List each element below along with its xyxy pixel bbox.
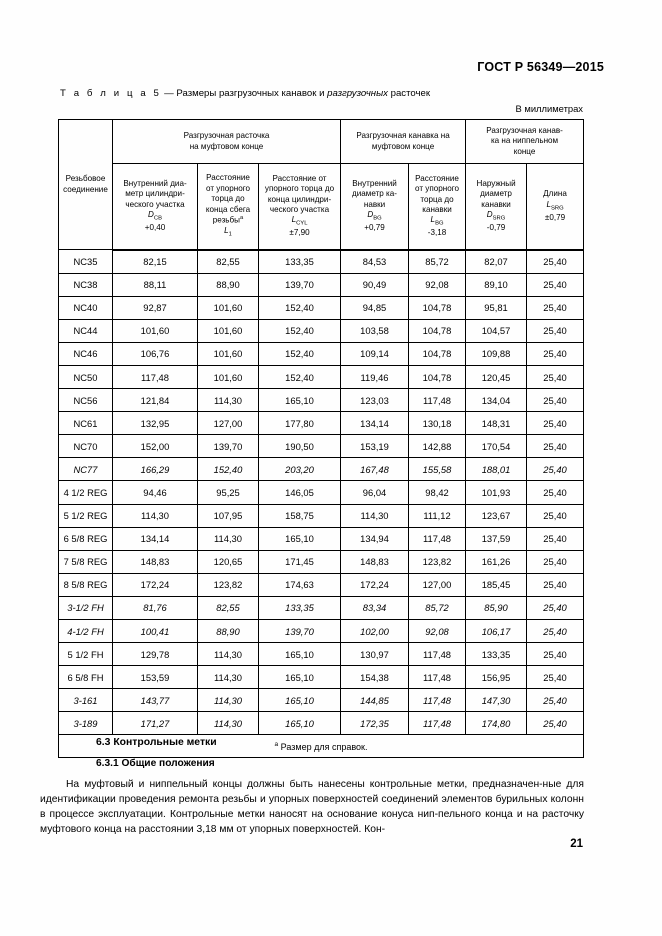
cell-value: 177,80 [259, 412, 341, 435]
cell-value: 165,10 [259, 389, 341, 412]
cell-value: 154,38 [341, 666, 409, 689]
header-col-groove-outer-diameter-l1: Наружный [476, 179, 516, 188]
header-group-groove-nipple-line1: Разгрузочная канав- [486, 125, 563, 135]
cell-thread-connection: NC40 [59, 296, 113, 319]
cell-value: 92,08 [409, 273, 466, 296]
cell-value: 25,40 [527, 273, 584, 296]
header-col-distance-to-groove-tolerance: -3,18 [427, 228, 447, 238]
cell-thread-connection: NC38 [59, 273, 113, 296]
cell-value: 101,60 [198, 319, 259, 342]
header-col-groove-outer-diameter [466, 164, 527, 250]
cell-value: 25,40 [527, 712, 584, 735]
cell-value: 102,00 [341, 620, 409, 643]
cell-value: 165,10 [259, 527, 341, 550]
header-col-distance-to-groove [409, 164, 466, 250]
cell-value: 152,40 [259, 319, 341, 342]
table-caption-label: Т а б л и ц а 5 [60, 88, 162, 99]
footnote-marker-icon: a [274, 740, 279, 748]
cell-value: 171,27 [113, 712, 198, 735]
cell-value: 25,40 [527, 435, 584, 458]
table-row [59, 712, 584, 735]
header-col-groove-inner-diameter [341, 164, 409, 250]
cell-value: 25,40 [527, 620, 584, 643]
header-col-groove-length-tolerance: ±0,79 [544, 212, 566, 222]
cell-value: 25,40 [527, 458, 584, 481]
cell-value: 25,40 [527, 504, 584, 527]
table-body [59, 250, 584, 735]
cell-value: 25,40 [527, 550, 584, 573]
cell-thread-connection: 6 5/8 REG [59, 527, 113, 550]
cell-value: 139,70 [198, 435, 259, 458]
cell-value: 203,20 [259, 458, 341, 481]
cell-value: 155,58 [409, 458, 466, 481]
header-col-groove-inner-diameter-tolerance: +0,79 [364, 223, 385, 233]
footnote-text: Размер для справок. [280, 741, 368, 752]
table-row [59, 666, 584, 689]
cell-value: 82,55 [198, 596, 259, 619]
header-col-inner-diameter-cyl-tolerance: +0,40 [144, 223, 166, 233]
header-group-groove-coupling-line1: Разгрузочная канавка на [356, 131, 450, 141]
cell-thread-connection: 3-189 [59, 712, 113, 735]
cell-value: 123,82 [198, 573, 259, 596]
units-note: В миллиметрах [515, 103, 583, 114]
cell-value: 101,93 [466, 481, 527, 504]
cell-value: 153,19 [341, 435, 409, 458]
header-group-groove-coupling [341, 120, 466, 164]
cell-value: 104,78 [409, 342, 466, 365]
cell-value: 25,40 [527, 689, 584, 712]
cell-value: 85,72 [409, 250, 466, 274]
table-row [59, 250, 584, 274]
cell-value: 188,01 [466, 458, 527, 481]
cell-value: 25,40 [527, 596, 584, 619]
cell-value: 101,60 [198, 342, 259, 365]
cell-value: 117,48 [113, 365, 198, 388]
header-col-inner-diameter-cyl [113, 164, 198, 250]
cell-thread-connection: 7 5/8 REG [59, 550, 113, 573]
header-col-groove-outer-diameter-l2: диаметр [480, 189, 512, 199]
cell-value: 92,08 [409, 620, 466, 643]
cell-value: 25,40 [527, 573, 584, 596]
cell-value: 104,78 [409, 365, 466, 388]
cell-value: 152,00 [113, 435, 198, 458]
header-col-inner-diameter-cyl-l1: Внутренний диа- [123, 179, 187, 188]
cell-value: 152,40 [259, 296, 341, 319]
table-row [59, 435, 584, 458]
cell-value: 109,88 [466, 342, 527, 365]
header-col-groove-inner-diameter-l1: Внутренний [352, 179, 397, 188]
table-row [59, 527, 584, 550]
cell-value: 94,85 [341, 296, 409, 319]
cell-thread-connection: 3-1/2 FH [59, 596, 113, 619]
page-number: 21 [570, 838, 583, 850]
header-col-distance-thread-runout-l2: от упорного [206, 183, 250, 193]
cell-value: 109,14 [341, 342, 409, 365]
table-header-group-row [59, 120, 584, 164]
header-col-distance-thread-runout [198, 164, 259, 250]
header-col-distance-cyl-end [259, 164, 341, 250]
cell-value: 85,72 [409, 596, 466, 619]
cell-value: 25,40 [527, 527, 584, 550]
cell-value: 117,48 [409, 712, 466, 735]
table-row [59, 620, 584, 643]
dimensions-table [58, 119, 584, 758]
cell-thread-connection: NC70 [59, 435, 113, 458]
header-group-groove-nipple-line3: конце [513, 146, 536, 156]
header-group-boreback-coupling [113, 120, 341, 164]
table-row [59, 412, 584, 435]
cell-value: 148,83 [113, 550, 198, 573]
cell-thread-connection: 8 5/8 REG [59, 573, 113, 596]
cell-value: 120,65 [198, 550, 259, 573]
cell-thread-connection: 3-161 [59, 689, 113, 712]
header-col-inner-diameter-cyl-l2: метр цилиндри- [125, 189, 185, 199]
header-col-groove-length [527, 164, 584, 250]
header-col-groove-inner-diameter-l3: навки [363, 199, 386, 209]
cell-value: 82,15 [113, 250, 198, 274]
cell-thread-connection: NC56 [59, 389, 113, 412]
cell-value: 137,59 [466, 527, 527, 550]
table-row [59, 573, 584, 596]
header-col-distance-thread-runout-subscript: 1 [228, 231, 232, 238]
cell-value: 144,85 [341, 689, 409, 712]
cell-value: 133,35 [466, 643, 527, 666]
header-group-boreback-coupling-line1: Разгрузочная расточка [183, 131, 270, 141]
cell-value: 25,40 [527, 365, 584, 388]
cell-value: 171,45 [259, 550, 341, 573]
header-col-distance-cyl-end-l2: упорного торца до [264, 184, 335, 194]
header-col-distance-to-groove-l2: от упорного [415, 184, 459, 194]
header-group-groove-nipple-line2: ка на ниппельном [490, 136, 559, 146]
cell-value: 25,40 [527, 389, 584, 412]
cell-value: 123,03 [341, 389, 409, 412]
header-col-distance-to-groove-l3: торца до [420, 194, 454, 204]
cell-thread-connection: NC61 [59, 412, 113, 435]
header-col-inner-diameter-cyl-subscript: CB [153, 215, 162, 222]
cell-value: 92,87 [113, 296, 198, 319]
cell-value: 88,90 [198, 620, 259, 643]
cell-value: 158,75 [259, 504, 341, 527]
cell-value: 117,48 [409, 689, 466, 712]
cell-value: 25,40 [527, 412, 584, 435]
cell-value: 165,10 [259, 712, 341, 735]
cell-value: 185,45 [466, 573, 527, 596]
header-group-thread-connection [59, 120, 113, 250]
header-col-inner-diameter-cyl-l3: ческого участка [125, 199, 185, 209]
cell-thread-connection: 5 1/2 REG [59, 504, 113, 527]
table-caption-text-italic: разгрузочных [327, 88, 388, 99]
header-col-distance-cyl-end-l1: Расстояние от [272, 173, 327, 183]
cell-thread-connection: NC46 [59, 342, 113, 365]
header-col-distance-to-groove-l4: канавки [422, 204, 452, 214]
cell-value: 172,35 [341, 712, 409, 735]
cell-value: 133,35 [259, 596, 341, 619]
header-col-distance-cyl-end-tolerance: ±7,90 [289, 228, 310, 238]
header-group-boreback-coupling-line2: на муфтовом конце [189, 141, 264, 151]
cell-value: 172,24 [341, 573, 409, 596]
cell-value: 117,48 [409, 389, 466, 412]
cell-value: 123,67 [466, 504, 527, 527]
cell-value: 117,48 [409, 643, 466, 666]
cell-value: 88,11 [113, 273, 198, 296]
cell-value: 114,30 [198, 389, 259, 412]
cell-value: 25,40 [527, 643, 584, 666]
cell-thread-connection: 4-1/2 FH [59, 620, 113, 643]
cell-value: 117,48 [409, 666, 466, 689]
cell-value: 134,94 [341, 527, 409, 550]
cell-value: 130,18 [409, 412, 466, 435]
header-col-groove-outer-diameter-subscript: SRG [492, 215, 506, 222]
header-col-distance-cyl-end-subscript: CYL [296, 220, 308, 227]
table-container [58, 119, 583, 758]
cell-value: 123,82 [409, 550, 466, 573]
cell-value: 104,57 [466, 319, 527, 342]
header-col-distance-cyl-end-l3: конца цилиндри- [267, 194, 332, 204]
cell-value: 96,04 [341, 481, 409, 504]
cell-value: 143,77 [113, 689, 198, 712]
header-col-distance-thread-runout-l3: торца до [211, 194, 245, 204]
header-col-distance-cyl-end-l4: ческого участка [269, 204, 330, 214]
table-row [59, 550, 584, 573]
cell-thread-connection: 6 5/8 FH [59, 666, 113, 689]
cell-value: 25,40 [527, 319, 584, 342]
cell-value: 90,49 [341, 273, 409, 296]
cell-thread-connection: 4 1/2 REG [59, 481, 113, 504]
section-paragraph: На муфтовый и ниппельный концы должны быть нанесены контрольные метки, предназначен-ные для идентификации проведения ремонта резьбы и упорных поверхностей соединений элементов бурильных колонн в процессе эксплуатации. Контрольные метки наносят на основание конуса нип-пельного конца и на расточку муфтового конца на расстоянии 3,18 мм от упорных поверхностей. Кон- [40, 779, 584, 835]
cell-value: 101,60 [198, 296, 259, 319]
cell-thread-connection: NC35 [59, 250, 113, 274]
cell-value: 100,41 [113, 620, 198, 643]
cell-value: 152,40 [198, 458, 259, 481]
standard-header: ГОСТ Р 56349—2015 [477, 60, 604, 74]
cell-value: 114,30 [341, 504, 409, 527]
header-col-distance-to-groove-subscript: BG [435, 220, 444, 227]
cell-value: 85,90 [466, 596, 527, 619]
cell-value: 165,10 [259, 643, 341, 666]
table-caption-text-2: расточек [387, 88, 431, 99]
cell-value: 114,30 [198, 643, 259, 666]
header-group-thread-connection-line1: Резьбовое [65, 174, 106, 184]
cell-value: 148,83 [341, 550, 409, 573]
header-col-groove-inner-diameter-subscript: BG [373, 215, 382, 222]
cell-value: 114,30 [113, 504, 198, 527]
header-col-groove-inner-diameter-symbol: D [367, 210, 374, 220]
cell-value: 130,97 [341, 643, 409, 666]
cell-value: 95,81 [466, 296, 527, 319]
cell-value: 132,95 [113, 412, 198, 435]
cell-value: 25,40 [527, 296, 584, 319]
cell-value: 127,00 [409, 573, 466, 596]
cell-value: 139,70 [259, 620, 341, 643]
cell-value: 114,30 [198, 527, 259, 550]
header-col-distance-thread-runout-l1: Расстояние [206, 173, 250, 183]
cell-thread-connection: 5 1/2 FH [59, 643, 113, 666]
table-caption [60, 88, 430, 99]
cell-value: 134,04 [466, 389, 527, 412]
cell-value: 25,40 [527, 481, 584, 504]
cell-value: 174,63 [259, 573, 341, 596]
table-row [59, 296, 584, 319]
cell-thread-connection: NC77 [59, 458, 113, 481]
table-row [59, 504, 584, 527]
cell-thread-connection: NC50 [59, 365, 113, 388]
cell-value: 142,88 [409, 435, 466, 458]
cell-value: 103,58 [341, 319, 409, 342]
header-group-groove-nipple [466, 120, 584, 164]
header-group-groove-coupling-line2: муфтовом конце [371, 141, 435, 151]
cell-value: 101,60 [198, 365, 259, 388]
table-row [59, 596, 584, 619]
cell-value: 82,55 [198, 250, 259, 274]
cell-value: 170,54 [466, 435, 527, 458]
cell-value: 172,24 [113, 573, 198, 596]
cell-value: 152,40 [259, 342, 341, 365]
header-col-groove-length-subscript: SRG [550, 205, 564, 212]
cell-value: 139,70 [259, 273, 341, 296]
cell-value: 101,60 [113, 319, 198, 342]
cell-value: 111,12 [409, 504, 466, 527]
cell-value: 134,14 [113, 527, 198, 550]
cell-value: 114,30 [198, 689, 259, 712]
cell-thread-connection: NC44 [59, 319, 113, 342]
section-heading-6-3-1: 6.3.1 Общие положения [96, 758, 215, 769]
header-col-distance-to-groove-symbol: L [430, 215, 436, 225]
header-col-inner-diameter-cyl-symbol: D [148, 210, 154, 220]
table-caption-dash: — [161, 88, 177, 99]
cell-value: 133,35 [259, 250, 341, 274]
cell-value: 83,34 [341, 596, 409, 619]
cell-value: 95,25 [198, 481, 259, 504]
table-row [59, 342, 584, 365]
header-col-distance-thread-runout-l4: конца сбега [205, 204, 251, 214]
table-header [59, 120, 584, 250]
table-row [59, 365, 584, 388]
cell-value: 153,59 [113, 666, 198, 689]
header-col-groove-outer-diameter-tolerance: -0,79 [486, 223, 506, 233]
table-row [59, 273, 584, 296]
header-col-distance-thread-runout-symbol: L [224, 225, 229, 235]
cell-value: 161,26 [466, 550, 527, 573]
table-row [59, 458, 584, 481]
header-col-groove-outer-diameter-symbol: D [486, 210, 493, 220]
cell-value: 84,53 [341, 250, 409, 274]
cell-value: 25,40 [527, 666, 584, 689]
header-col-groove-length-l1: Длина [543, 189, 567, 199]
cell-value: 106,76 [113, 342, 198, 365]
cell-value: 106,17 [466, 620, 527, 643]
cell-value: 129,78 [113, 643, 198, 666]
cell-value: 156,95 [466, 666, 527, 689]
cell-value: 94,46 [113, 481, 198, 504]
header-col-distance-thread-runout-l5: резьбы [212, 215, 240, 225]
cell-value: 134,14 [341, 412, 409, 435]
cell-value: 114,30 [198, 666, 259, 689]
cell-value: 117,48 [409, 527, 466, 550]
table-row [59, 481, 584, 504]
table-row [59, 319, 584, 342]
header-group-thread-connection-line2: соединение [63, 184, 108, 194]
cell-value: 121,84 [113, 389, 198, 412]
cell-value: 190,50 [259, 435, 341, 458]
cell-value: 147,30 [466, 689, 527, 712]
table-caption-text-1: Размеры разгрузочных канавок и [176, 88, 328, 99]
section-heading-6-3: 6.3 Контрольные метки [96, 737, 217, 748]
cell-value: 25,40 [527, 250, 584, 274]
table-row [59, 689, 584, 712]
cell-value: 146,05 [259, 481, 341, 504]
cell-value: 165,10 [259, 666, 341, 689]
cell-value: 114,30 [198, 712, 259, 735]
cell-value: 148,31 [466, 412, 527, 435]
table-row [59, 643, 584, 666]
cell-value: 104,78 [409, 319, 466, 342]
header-col-groove-length-symbol: L [546, 199, 551, 209]
cell-value: 98,42 [409, 481, 466, 504]
cell-value: 119,46 [341, 365, 409, 388]
cell-value: 107,95 [198, 504, 259, 527]
header-col-distance-to-groove-l1: Расстояние [415, 173, 459, 183]
header-col-groove-outer-diameter-l3: канавки [481, 199, 511, 209]
cell-value: 166,29 [113, 458, 198, 481]
cell-value: 127,00 [198, 412, 259, 435]
header-col-distance-cyl-end-symbol: L [291, 215, 297, 225]
header-footnote-marker-icon: a [239, 214, 244, 221]
cell-value: 25,40 [527, 342, 584, 365]
cell-value: 165,10 [259, 689, 341, 712]
cell-value: 152,40 [259, 365, 341, 388]
cell-value: 82,07 [466, 250, 527, 274]
cell-value: 89,10 [466, 273, 527, 296]
cell-value: 88,90 [198, 273, 259, 296]
cell-value: 174,80 [466, 712, 527, 735]
cell-value: 81,76 [113, 596, 198, 619]
table-row [59, 389, 584, 412]
header-col-groove-inner-diameter-l2: диаметр ка- [352, 189, 397, 199]
cell-value: 104,78 [409, 296, 466, 319]
table-header-sub-row [59, 164, 584, 250]
cell-value: 167,48 [341, 458, 409, 481]
cell-value: 120,45 [466, 365, 527, 388]
